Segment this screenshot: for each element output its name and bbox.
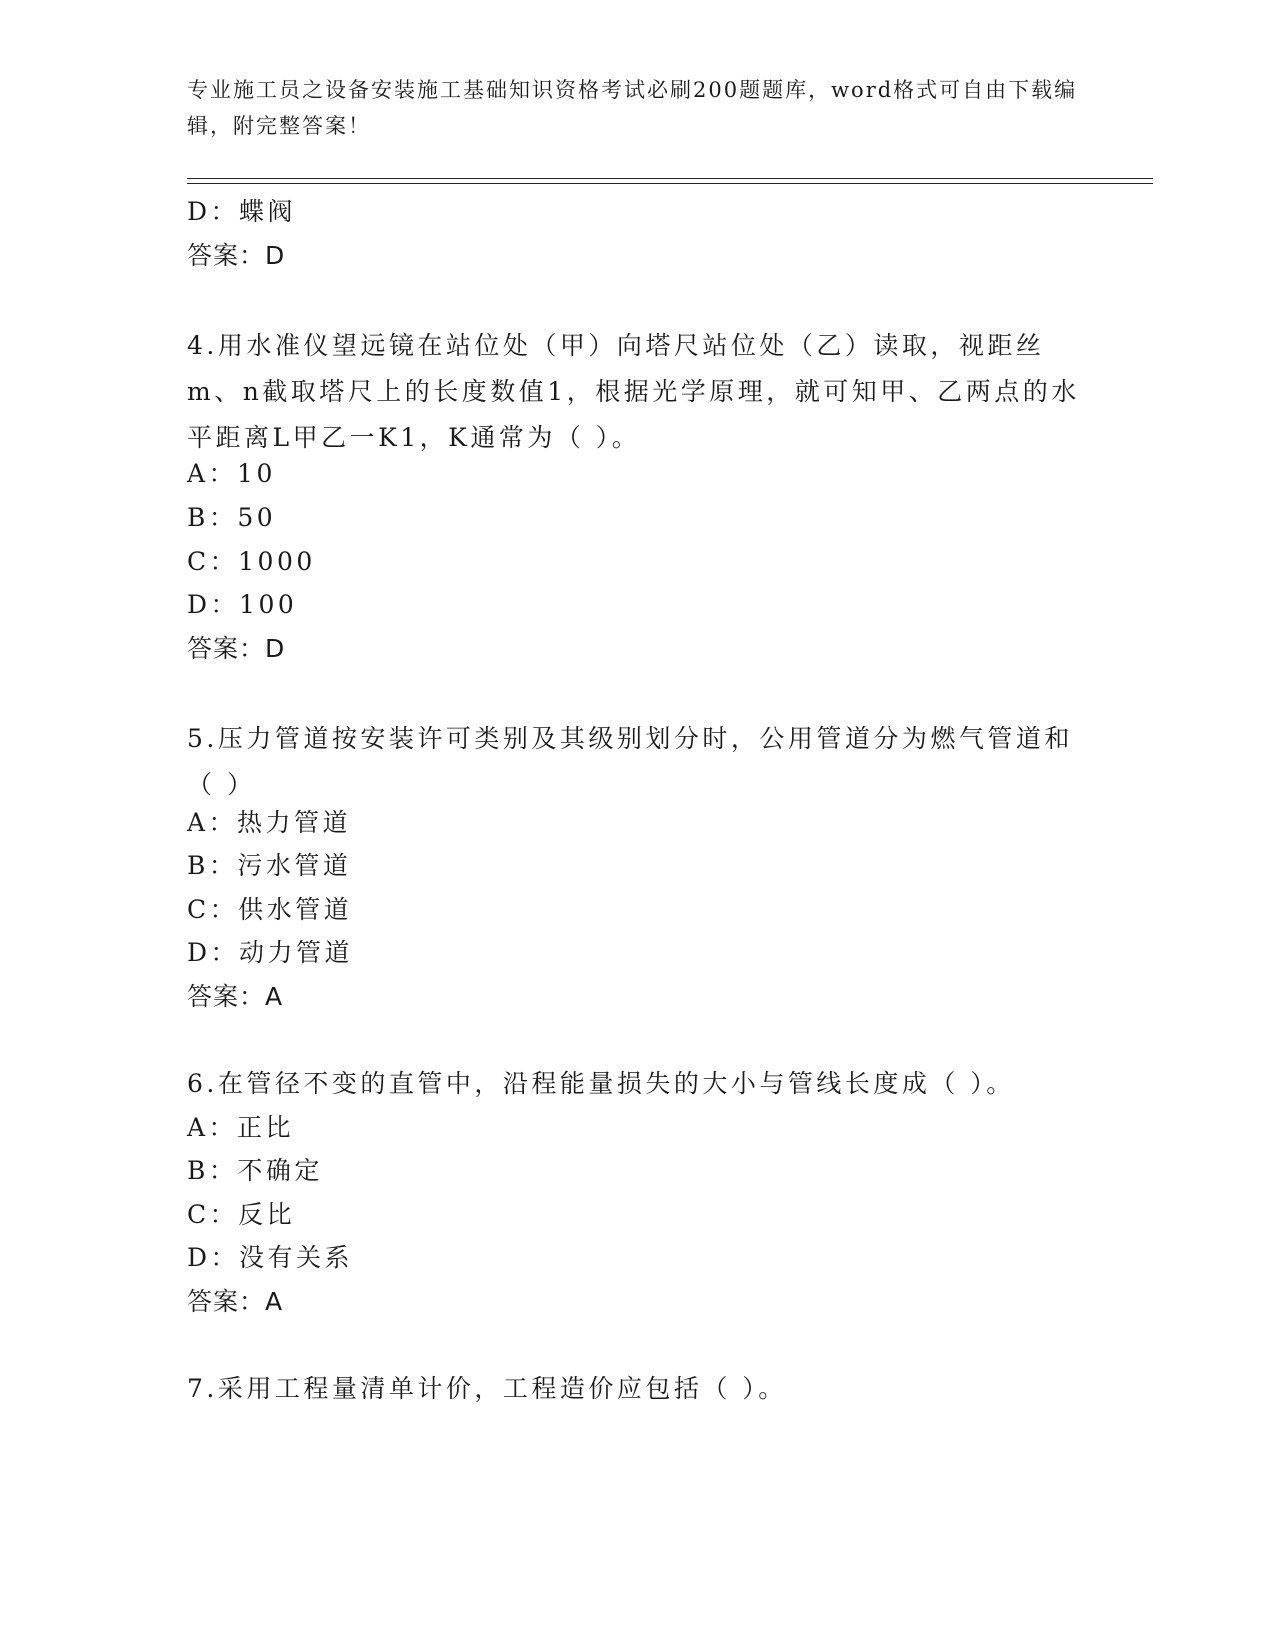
question-5-text: 5.压力管道按安装许可类别及其级别划分时，公用管道分为燃气管道和（ ） [187, 724, 1073, 799]
answer: 答案：D [187, 241, 286, 270]
question-5-option-d: D：动力管道 [187, 938, 354, 967]
question-6-option-d: D：没有关系 [187, 1243, 354, 1272]
question-6-answer: 答案：A [187, 1287, 284, 1316]
question-5-option-c: C：供水管道 [187, 895, 353, 924]
question-4-option-a: A：10 [187, 459, 276, 488]
question-4-option-c: C：1000 [187, 547, 316, 576]
header-rule-bottom [187, 183, 1153, 184]
question-5-answer: 答案：A [187, 982, 284, 1011]
question-6-option-b: B：不确定 [187, 1156, 323, 1185]
question-6-option-a: A：正比 [187, 1113, 295, 1142]
question-6-option-c: C：反比 [187, 1200, 296, 1229]
header-rule-top [187, 178, 1153, 179]
question-4-answer: 答案：D [187, 634, 286, 663]
question-4-option-d: D：100 [187, 590, 298, 619]
question-4-option-b: B：50 [187, 503, 277, 532]
question-5-option-b: B：污水管道 [187, 851, 352, 880]
question-4-text: 4.用水准仪望远镜在站位处（甲）向塔尺站位处（乙）读取，视距丝m、n截取塔尺上的长度数值1，根据光学原理，就可知甲、乙两点的水平距离L甲乙一K1，K通常为（ ）。 [187, 331, 1080, 452]
question-7-text: 7.采用工程量清单计价，工程造价应包括（ ）。 [187, 1374, 787, 1403]
question-5-option-a: A：热力管道 [187, 808, 352, 837]
document-header: 专业施工员之设备安装施工基础知识资格考试必刷200题题库，word格式可自由下载编辑，附完整答案！ [187, 78, 1078, 138]
option-d: D：蝶阀 [187, 197, 297, 226]
question-6-text: 6.在管径不变的直管中，沿程能量损失的大小与管线长度成（ ）。 [187, 1069, 1015, 1098]
